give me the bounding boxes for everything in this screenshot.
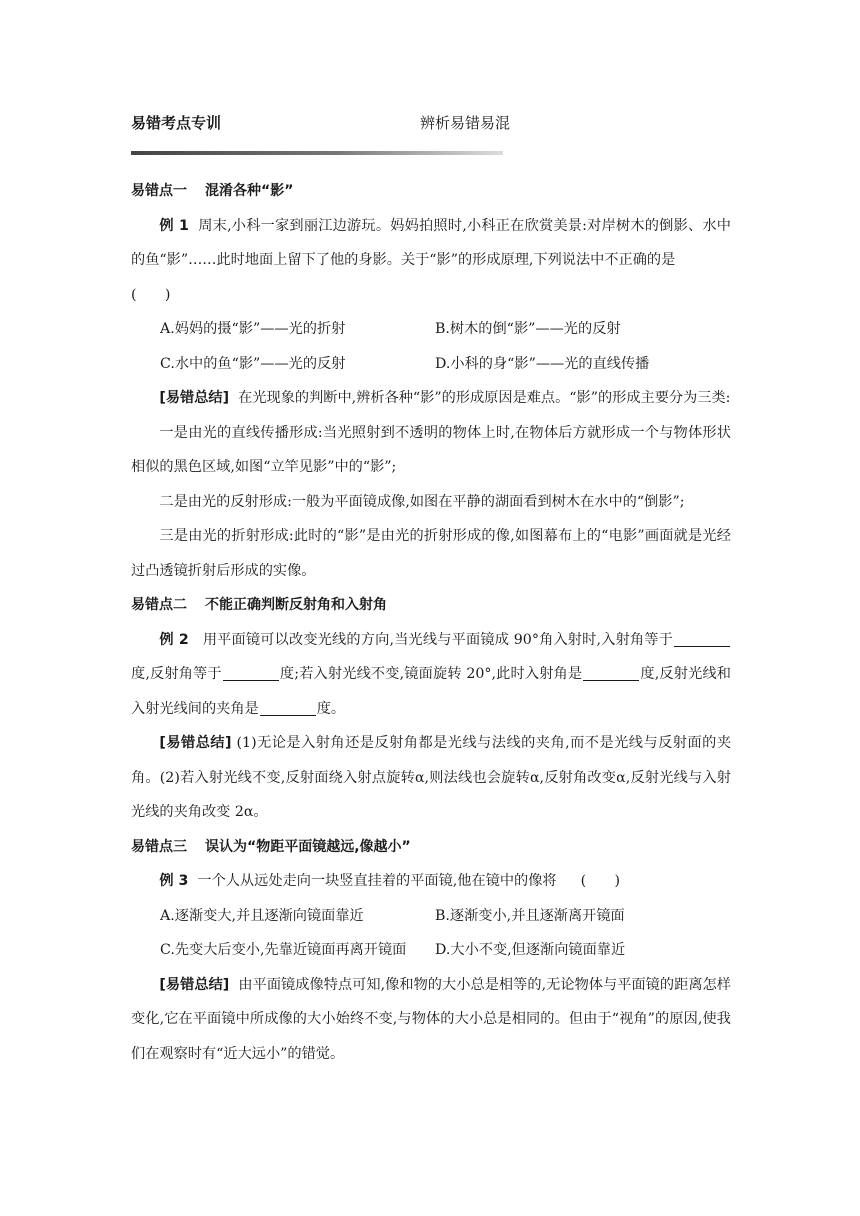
answer-blank-2[interactable] (223, 664, 279, 681)
section-1-number: 易错点一 (131, 183, 187, 199)
point-1-line1: 一是由光的直线传播形成:当光照射到不透明的物体上时,在物体后方就形成一个与物体 (159, 424, 703, 441)
answer-blank-4[interactable] (260, 699, 316, 716)
option-d: D.大小不变,但逐渐向镜面靠近 (435, 942, 626, 958)
example-2-label: 例 2 (159, 631, 189, 648)
example-3-text: 一个人从远处走向一块竖直挂着的平面镜,他在镜中的像将 (197, 873, 557, 889)
header-subtitle: 辨析易错易混 (420, 114, 511, 132)
summary-2-line3: 入射光线的夹角改变 2α。 (131, 769, 731, 820)
summary-1-text-line1: 在光现象的判断中,辨析各种“影”的形成原因是难点。“影”的形成主要分为 (238, 390, 698, 406)
summary-1-text-line2: 三类: (697, 390, 731, 406)
example-2 (131, 623, 731, 727)
summary-1-point-1 (131, 416, 731, 485)
example-3-options-row2 (131, 933, 731, 968)
example-2-line3a: 度,反射光线和入射光线间的夹角是 (131, 666, 731, 717)
section-2-heading: 不能正确判断反射角和入射角 (205, 597, 387, 613)
answer-blank-3[interactable] (583, 664, 639, 681)
summary-2-label: [易错总结] (159, 735, 232, 751)
section-3-heading: 误认为“物距平面镜越远,像越小” (205, 838, 411, 855)
point-1-line2: 形状相似的黑色区域,如图“立竿见影”中的“影”; (131, 424, 731, 475)
example-1-text-line1: 周末,小科一家到丽江边游玩。妈妈拍照时,小科正在欣赏美景:对岸树木的倒影、 (198, 217, 703, 234)
example-1-options-row1 (131, 312, 731, 347)
example-1-answer-paren: ( ) (131, 286, 171, 303)
summary-3-label: [易错总结] (159, 976, 230, 993)
option-c: C.先变大后变小,先靠近镜面再离开镜面 (160, 942, 407, 958)
summary-3-line2: 离怎样变化,它在平面镜中所成像的大小始终不变,与物体的大小总是相同的。但由于“视角” (131, 976, 731, 1027)
summary-1-point-2: 二是由光的反射形成:一般为平面镜成像,如图在平静的湖面看到树木在水中的“倒影”; (159, 493, 685, 510)
point-3-line2: 光经过凸透镜折射后形成的实像。 (131, 528, 731, 579)
summary-1-point-3 (131, 519, 731, 588)
section-1-summary (131, 381, 731, 416)
summary-1-label: [易错总结] (159, 390, 230, 406)
example-1-text-line2: 水中的鱼“影”……此时地面上留下了他的身影。关于“影”的形成原理,下列说法中不正确的是 (131, 217, 731, 268)
summary-2-line1: (1)无论是入射角还是反射角都是光线与法线的夹角,而不是光线与反射面的 (236, 735, 717, 751)
point-3-line1: 三是由光的折射形成:此时的“影”是由光的折射形成的像,如图幕布上的“电影”画面就是 (159, 528, 703, 544)
example-2-line1: 用平面镜可以改变光线的方向,当光线与平面镜成 90°角入射时,入射角等于 (202, 631, 674, 648)
option-d: D.小科的身“影”——光的直线传播 (435, 355, 650, 372)
section-1-heading: 混淆各种“影” (205, 183, 294, 199)
option-a: A.逐渐变大,并且逐渐向镜面靠近 (160, 907, 364, 924)
section-3-title (131, 830, 731, 865)
example-2-line3b: 度。 (316, 700, 346, 717)
summary-2-line2: 夹角。(2)若入射光线不变,反射面绕入射点旋转α,则法线也会旋转α,反射角改变α,反射光线与 (131, 735, 732, 786)
option-b: B.逐渐变小,并且逐渐离开镜面 (435, 907, 625, 924)
example-3 (131, 864, 731, 899)
section-3-number: 易错点三 (131, 838, 187, 855)
section-2-summary (131, 726, 731, 830)
example-1 (131, 209, 731, 278)
section-2-title (131, 588, 731, 623)
summary-3-line1: 由平面镜成像特点可知,像和物的大小总是相等的,无论物体与平面镜的距 (238, 976, 689, 993)
example-2-line2b: 度;若入射光线不变,镜面旋转 20°,此时入射角是 (279, 666, 583, 682)
example-2-line2a: 度,反射角等于 (131, 666, 222, 682)
option-a: A.妈妈的摄“影”——光的折射 (160, 321, 346, 337)
example-1-options-row2 (131, 347, 731, 382)
example-1-label: 例 1 (159, 217, 189, 234)
example-3-options-row1 (131, 899, 731, 934)
summary-3-line3: 的原因,使我们在观察时有“近大远小”的错觉。 (131, 1011, 731, 1062)
example-3-label: 例 3 (159, 873, 189, 889)
header-rule (131, 151, 503, 155)
section-2-number: 易错点二 (131, 597, 187, 613)
header-title: 易错考点专训 (131, 114, 222, 132)
section-3-summary (131, 968, 731, 1072)
answer-blank-1[interactable] (674, 630, 730, 647)
option-b: B.树木的倒“影”——光的反射 (435, 321, 621, 337)
example-3-answer-paren: ( ) (580, 873, 621, 889)
option-c: C.水中的鱼“影”——光的反射 (160, 355, 346, 372)
section-1-title (131, 174, 731, 209)
content (131, 174, 731, 1071)
